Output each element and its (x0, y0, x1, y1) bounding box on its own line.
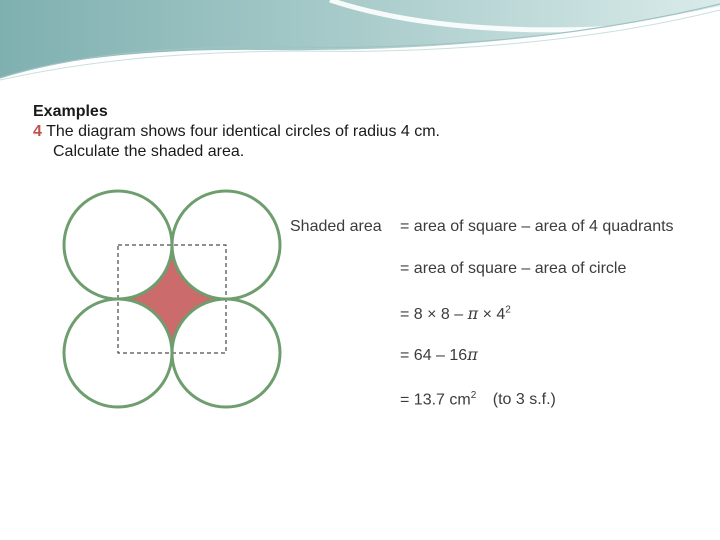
question-text-line2: Calculate the shaded area. (53, 143, 245, 160)
shaded-region (118, 245, 226, 353)
question-text-line1: The diagram shows four identical circles of radius 4 cm. (46, 123, 440, 140)
equals-sign: = (400, 260, 410, 277)
header-swoosh-decoration (0, 0, 720, 90)
calc-row-5-value: 13.7 cm (413, 391, 471, 409)
question-block (33, 102, 633, 162)
equals-sign: = (400, 391, 410, 409)
calc-row-3-tail: × 4 (478, 306, 506, 323)
equals-sign: = (400, 347, 410, 364)
exponent: 2 (505, 304, 511, 316)
calc-row-1 (400, 218, 674, 236)
calc-row-4-lead: 64 – 16 (413, 347, 468, 364)
four-circles-diagram (55, 182, 290, 417)
calc-row-3 (400, 304, 511, 324)
calc-row-2 (400, 260, 626, 278)
equals-sign: = (400, 306, 410, 323)
calc-row-1-text: area of square – area of 4 quadrants (413, 218, 674, 235)
question-number: 4 (33, 123, 42, 140)
pi-symbol: π (467, 345, 478, 364)
examples-heading: Examples (33, 103, 108, 120)
exponent: 2 (470, 390, 477, 401)
calc-row-3-lead: 8 × 8 – (413, 306, 468, 323)
calc-row-2-text: area of square – area of circle (413, 260, 627, 277)
equals-sign: = (400, 218, 410, 235)
precision-note: (to 3 s.f.) (492, 391, 556, 409)
pi-symbol: π (467, 304, 479, 323)
shaded-area-label: Shaded area (290, 218, 382, 235)
calc-row-5 (400, 390, 556, 409)
calc-row-4 (400, 345, 478, 365)
